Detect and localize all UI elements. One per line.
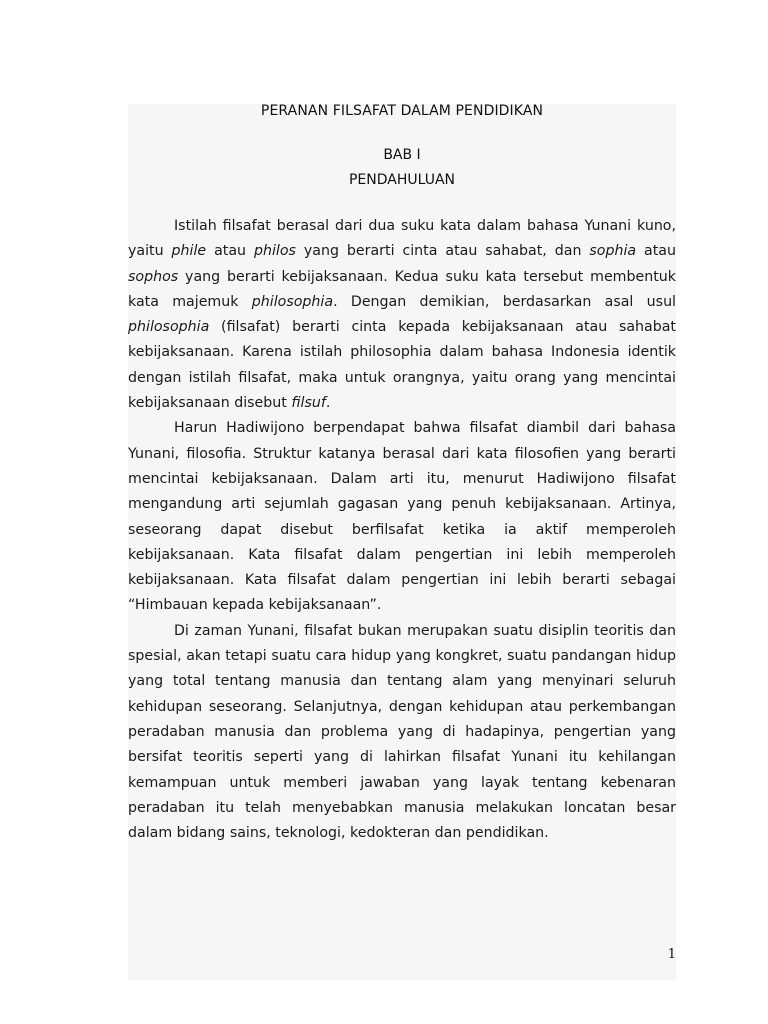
italic-term: phile — [171, 243, 207, 260]
text-run: . Dengan demikian, berdasarkan asal usul — [333, 293, 676, 310]
italic-term: philos — [253, 243, 296, 260]
paragraph — [128, 619, 676, 847]
text-run: yang berarti kebijaksanaan. Kedua suku kata tersebut membentuk kata majemuk — [128, 268, 676, 310]
italic-term: sophia — [589, 243, 637, 260]
italic-term: filsuf — [291, 395, 326, 412]
text-run: atau — [206, 243, 254, 260]
italic-term: philosophia — [128, 319, 210, 336]
paragraph — [128, 214, 676, 416]
chapter-number: BAB I — [383, 147, 421, 163]
text-run: (filsafat) berarti cinta kepada kebijaksanaan atau sahabat kebijaksanaan. Karena istilah philosophia dalam bahasa Indonesia identik dengan istilah filsafat, maka untuk orangnya, yaitu orang yang mencintai kebijaksanaan disebut — [128, 319, 676, 412]
text-run: Istilah filsafat berasal dari dua suku kata dalam bahasa Yunani kuno, yaitu — [128, 218, 676, 260]
text-run: atau — [636, 243, 676, 260]
italic-term: sophos — [128, 268, 179, 285]
chapter-title: PENDAHULUAN — [348, 172, 456, 188]
text-run: . — [325, 395, 331, 412]
paragraph — [128, 416, 676, 618]
page-number: 1 — [667, 947, 676, 962]
italic-term: philosophia — [251, 293, 334, 310]
document-body — [128, 214, 676, 846]
text-run: Harun Hadiwijono berpendapat bahwa filsafat diambil dari bahasa Yunani, filosofia. Struktur katanya berasal dari kata filosofien yang berarti mencintai kebijaksanaan. Dalam arti itu, menurut Hadiwijono filsafat mengandung arti sejumlah gagasan yang penuh kebijaksanaan. Artinya, seseorang dapat disebut berfilsafat ketika ia aktif memperoleh kebijaksanaan. Kata filsafat dalam pengertian ini lebih memperoleh kebijaksanaan. Kata filsafat dalam pengertian ini lebih berarti sebagai “Himbauan kepada kebijaksanaan”. — [128, 420, 676, 614]
text-run: Di zaman Yunani, filsafat bukan merupakan suatu disiplin teoritis dan spesial, akan tetapi suatu cara hidup yang kongkret, suatu pandangan hidup yang total tentang manusia dan tentang alam yang menyinari seluruh kehidupan seseorang. Selanjutnya, dengan kehidupan atau perkembangan peradaban manusia dan problema yang di hadapinya, pengertian yang bersifat teoritis seperti yang di lahirkan filsafat Yunani itu kehilangan kemampuan untuk memberi jawaban yang layak tentang kebenaran peradaban itu telah menyebabkan manusia melakukan loncatan besar dalam bidang sains, teknologi, kedokteran dan pendidikan. — [128, 622, 676, 842]
text-run: yang berarti cinta atau sahabat, dan — [295, 243, 590, 260]
document-title: PERANAN FILSAFAT DALAM PENDIDIKAN — [260, 103, 544, 119]
